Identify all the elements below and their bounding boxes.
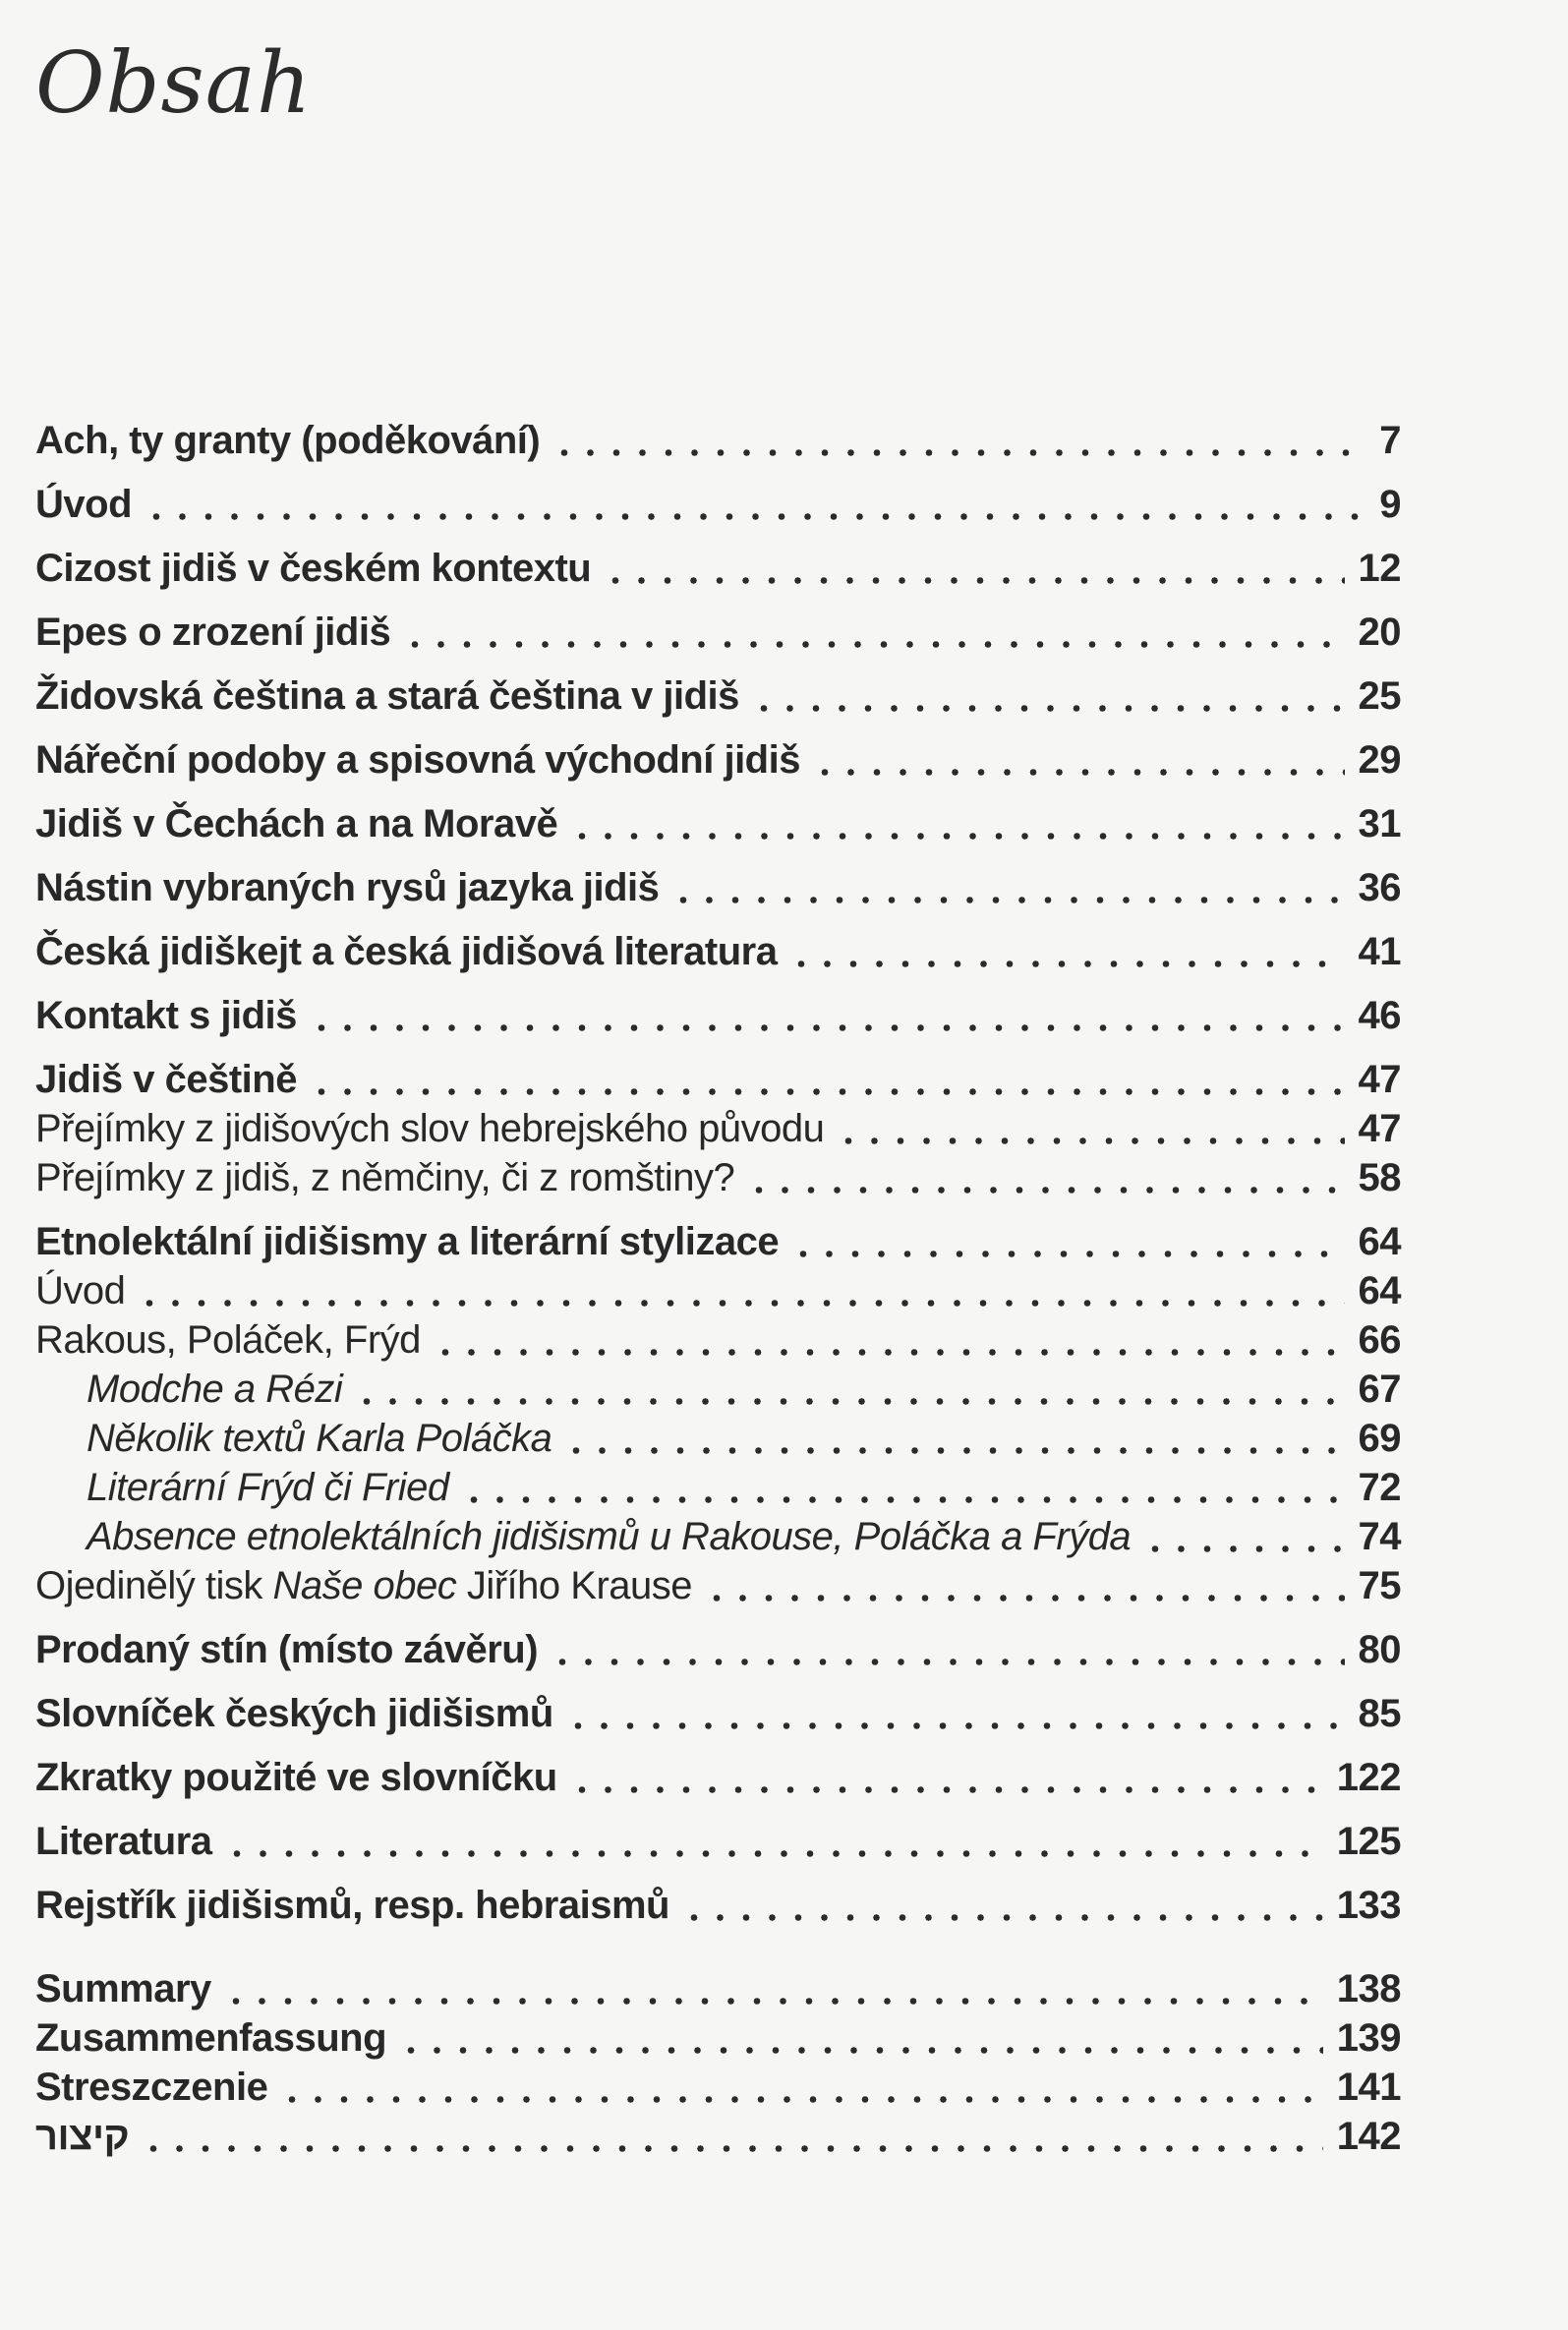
toc-entry-label-italic-segment: Naše obec (272, 1563, 457, 1607)
toc-entry-page-number: 69 (1358, 1416, 1401, 1460)
dot-leader (137, 1266, 1344, 1315)
dot-leader (433, 1315, 1345, 1365)
toc-entry (35, 1414, 1401, 1463)
toc-entry-page-number: 138 (1336, 1966, 1401, 2010)
toc-entry (35, 799, 1401, 848)
toc-entry-page-number: 36 (1358, 865, 1401, 909)
toc-entry (35, 608, 1401, 657)
toc-entry-page-number: 67 (1358, 1367, 1401, 1411)
toc-entry-label: Summary (35, 1966, 211, 2010)
dot-leader (309, 1055, 1345, 1104)
toc-entry-page-number: 141 (1336, 2065, 1401, 2109)
toc-entry-label: Úvod (35, 482, 132, 526)
toc-entry (35, 1153, 1401, 1202)
dot-leader (224, 1817, 1323, 1866)
toc-entry (35, 1365, 1401, 1414)
toc-entry-label: Jidiš v češtině (35, 1057, 297, 1101)
toc-entry (35, 863, 1401, 912)
toc-entry-page-number: 66 (1358, 1317, 1401, 1362)
toc-entry-page-number: 47 (1358, 1057, 1401, 1101)
dot-leader (550, 1625, 1344, 1674)
toc-entry (35, 2013, 1401, 2063)
toc-entry-label: Přejímky z jidišových slov hebrejského původu (35, 1106, 825, 1150)
dot-leader (354, 1365, 1344, 1414)
toc-entry-page-number: 142 (1336, 2114, 1401, 2158)
toc-entry (35, 480, 1401, 529)
dot-leader (569, 1753, 1323, 1802)
toc-entry (35, 2112, 1401, 2161)
toc-entry-page-number: 64 (1358, 1219, 1401, 1263)
dot-leader (279, 2063, 1322, 2112)
toc-entry (35, 1689, 1401, 1738)
toc-entry-page-number: 46 (1358, 993, 1401, 1037)
toc-entry-label: Modche a Rézi (87, 1367, 343, 1411)
toc-entry (35, 1753, 1401, 1802)
toc-entry-page-number: 29 (1358, 737, 1401, 782)
toc-entry-page-number: 139 (1336, 2015, 1401, 2060)
dot-leader (1142, 1512, 1344, 1561)
toc-entry (35, 1964, 1401, 2013)
dot-leader (746, 1153, 1344, 1202)
toc-entry-label: Nástin vybraných rysů jazyka jidiš (35, 865, 660, 909)
toc-entry (35, 1055, 1401, 1104)
toc-entry-label: Nářeční podoby a spisovná východní jidiš (35, 737, 800, 782)
toc-entry-page-number: 74 (1358, 1514, 1401, 1558)
toc-entry-page-number: 64 (1358, 1268, 1401, 1312)
toc-entry (35, 416, 1401, 465)
dot-leader (836, 1104, 1344, 1153)
toc-entry-label-segment: Ojedinělý tisk (35, 1563, 273, 1607)
toc-entry-label: Česká jidiškejt a česká jidišová literatura (35, 929, 778, 973)
dot-leader (141, 2112, 1323, 2161)
toc-entry-page-number: 9 (1379, 482, 1401, 526)
toc-entry (35, 1104, 1401, 1153)
toc-entry-label: Epes o zrození jidiš (35, 610, 391, 654)
toc-entry-label: Ach, ty granty (poděkování) (35, 418, 541, 462)
toc-entry (35, 671, 1401, 721)
dot-leader (552, 416, 1365, 465)
toc-entry (35, 735, 1401, 785)
dot-leader (144, 480, 1365, 529)
toc-entry (35, 1561, 1401, 1610)
dot-leader (461, 1463, 1345, 1512)
toc-entry (35, 1315, 1401, 1365)
toc-entry-page-number: 25 (1358, 673, 1401, 718)
toc-entry-page-number: 75 (1358, 1563, 1401, 1607)
dot-leader (398, 2013, 1323, 2063)
dot-leader (603, 544, 1344, 593)
toc-entry-page-number: 12 (1358, 546, 1401, 590)
toc-entry-page-number: 58 (1358, 1155, 1401, 1199)
toc-entry-label: קיצור (35, 2114, 130, 2158)
toc-entry (35, 544, 1401, 593)
toc-entry-label: Zusammenfassung (35, 2015, 387, 2060)
toc-entry-page-number: 122 (1336, 1755, 1401, 1799)
dot-leader (563, 1414, 1344, 1463)
toc-entry-page-number: 20 (1358, 610, 1401, 654)
toc-entry-label: Literární Frýd či Fried (87, 1465, 449, 1509)
toc-entry (35, 1217, 1401, 1266)
dot-leader (790, 1217, 1344, 1266)
toc-entry-label-segment: Jiřího Krause (456, 1563, 692, 1607)
toc-entry-page-number: 31 (1358, 801, 1401, 845)
dot-leader (788, 927, 1344, 976)
toc-entry (35, 927, 1401, 976)
toc-entry-page-number: 80 (1358, 1627, 1401, 1671)
dot-leader (569, 799, 1344, 848)
toc-entry (35, 1266, 1401, 1315)
toc-entry-label (35, 1561, 692, 1610)
toc-entry-page-number: 72 (1358, 1465, 1401, 1509)
toc-entry-label: Slovníček českých jidišismů (35, 1691, 553, 1735)
toc-entry-label: Rejstřík jidišismů, resp. hebraismů (35, 1883, 669, 1927)
dot-leader (704, 1561, 1345, 1610)
dot-leader (681, 1881, 1323, 1930)
toc-entry-label: Etnolektální jidišismy a literární stylizace (35, 1219, 780, 1263)
toc-entry (35, 1881, 1401, 1930)
toc-entry-label: Zkratky použité ve slovníčku (35, 1755, 557, 1799)
dot-leader (309, 991, 1345, 1040)
dot-leader (565, 1689, 1345, 1738)
toc-entry (35, 1625, 1401, 1674)
toc-list (35, 416, 1401, 2161)
toc-entry (35, 1817, 1401, 1866)
toc-entry-label: Kontakt s jidiš (35, 993, 297, 1037)
toc-entry-label: Přejímky z jidiš, z němčiny, či z romštiny? (35, 1155, 735, 1199)
toc-entry-page-number: 41 (1358, 929, 1401, 973)
dot-leader (402, 608, 1344, 657)
dot-leader (751, 671, 1345, 721)
toc-entry (35, 991, 1401, 1040)
toc-entry-label: Absence etnolektálních jidišismů u Rakouse, Poláčka a Frýda (87, 1514, 1132, 1558)
toc-entry (35, 1463, 1401, 1512)
toc-entry-label: Rakous, Poláček, Frýd (35, 1317, 421, 1362)
toc-entry-label: Cizost jidiš v českém kontextu (35, 546, 592, 590)
toc-entry-page-number: 7 (1379, 418, 1401, 462)
toc-entry-label: Úvod (35, 1268, 126, 1312)
dot-leader (812, 735, 1345, 785)
toc-entry-page-number: 133 (1336, 1883, 1401, 1927)
toc-entry-page-number: 85 (1358, 1691, 1401, 1735)
toc-entry-page-number: 47 (1358, 1106, 1401, 1150)
toc-entry (35, 1512, 1401, 1561)
dot-leader (223, 1964, 1323, 2013)
dot-leader (670, 863, 1344, 912)
toc-entry-label: Literatura (35, 1819, 212, 1863)
toc-entry-label: Streszczenie (35, 2065, 268, 2109)
toc-entry-label: Židovská čeština a stará čeština v jidiš (35, 673, 739, 718)
toc-entry-label: Prodaný stín (místo závěru) (35, 1627, 539, 1671)
toc-entry-page-number: 125 (1336, 1819, 1401, 1863)
toc-entry-label: Jidiš v Čechách a na Moravě (35, 801, 558, 845)
toc-entry (35, 2063, 1401, 2112)
toc-entry-label: Několik textů Karla Poláčka (87, 1416, 552, 1460)
page-title: Obsah (35, 34, 313, 133)
